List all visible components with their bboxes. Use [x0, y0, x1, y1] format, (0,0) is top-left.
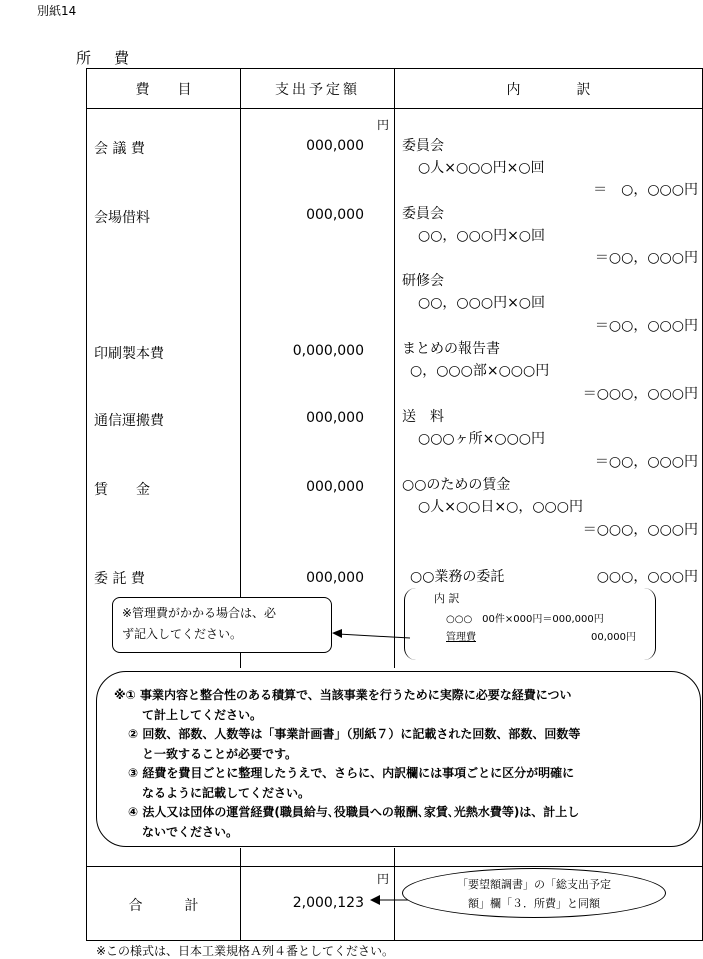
- breakdown-line: ＝○○，○○○円: [594, 454, 698, 470]
- entrust-detail-title: 内 訳: [434, 592, 460, 605]
- item-amount: 000,000: [306, 410, 364, 426]
- entrust-detail-mgmt-label: 管理費: [446, 632, 476, 643]
- note-line: ④ 法人又は団体の運営経費(職員給与､役職員への報酬､家賃､光熱水費等)は、計上し: [128, 805, 580, 819]
- total-yen-unit: 円: [377, 872, 390, 886]
- breakdown-line: まとめの報告書: [402, 341, 500, 357]
- note-line: ③ 経費を費目ごとに整理したうえで、さらに、内訳欄には事項ごとに区分が明確に: [128, 766, 575, 780]
- form-id: 別紙14: [37, 4, 77, 18]
- note-line: て計上してください。: [142, 708, 263, 722]
- total-note-line: 額」欄「３．所費」と同額: [468, 897, 600, 910]
- item-name: 委 託 費: [94, 571, 145, 587]
- breakdown-line: 委員会: [402, 138, 444, 154]
- item-amount: 000,000: [306, 207, 364, 223]
- item-name: 印刷製本費: [94, 346, 164, 362]
- breakdown-line: ＝○○，○○○円: [594, 250, 698, 266]
- mgmt-note-line: ず記入してください。: [122, 627, 243, 641]
- breakdown-line: ○○業務の委託: [410, 569, 505, 585]
- header-amount: 支出予定額: [275, 82, 360, 98]
- entrust-detail-line: ○○○ 00件×000円＝000,000円: [446, 614, 604, 625]
- breakdown-line: 送 料: [402, 409, 444, 425]
- total-amount: 2,000,123: [292, 895, 364, 911]
- item-amount: 000,000: [306, 138, 364, 154]
- breakdown-line: 研修会: [402, 273, 444, 289]
- breakdown-line: ○人×○○○円×○回: [418, 160, 545, 176]
- breakdown-line: ○○，○○○円×○回: [418, 228, 546, 244]
- breakdown-line: ○○○ヶ所×○○○円: [418, 431, 546, 447]
- item-name: 会 議 費: [94, 141, 145, 157]
- breakdown-line: ○○のための賃金: [402, 477, 511, 493]
- breakdown-line: ＝○○○，○○○円: [582, 386, 698, 402]
- item-name: 賃 金: [94, 482, 150, 498]
- breakdown-line: ○○，○○○円×○回: [418, 295, 546, 311]
- header-item: 費 目: [135, 82, 192, 98]
- header-breakdown: 内 訳: [506, 82, 591, 98]
- entrust-detail-mgmt-value: 00,000円: [591, 632, 636, 643]
- note-line: ないでください。: [142, 825, 239, 839]
- section-title: 所 費: [76, 49, 134, 67]
- breakdown-line: ○○○，○○○円: [596, 569, 698, 585]
- total-note-line: 「要望額調書」の「総支出予定: [457, 878, 611, 891]
- note-line: なるように記載してください。: [142, 786, 311, 800]
- breakdown-line: ＝○○○，○○○円: [582, 522, 698, 538]
- item-amount: 000,000: [306, 479, 364, 495]
- note-line: ② 回数、部数、人数等は「事業計画書」（別紙７）に記載された回数、部数、回数等: [128, 727, 581, 741]
- yen-unit: 円: [377, 118, 390, 132]
- item-amount: 000,000: [306, 570, 364, 586]
- breakdown-line: ＝ ○，○○○円: [593, 182, 698, 198]
- breakdown-line: ○，○○○部×○○○円: [410, 363, 550, 379]
- total-label: 合 計: [128, 898, 199, 914]
- item-amount: 0,000,000: [292, 343, 364, 359]
- item-name: 通信運搬費: [94, 413, 164, 429]
- breakdown-line: ＝○○，○○○円: [594, 318, 698, 334]
- breakdown-line: ○人×○○日×○，○○○円: [418, 499, 583, 515]
- note-line: ※① 事業内容と整合性のある積算で、当該事業を行うために実際に必要な経費につい: [114, 688, 572, 702]
- arrow-left-icon: [332, 626, 412, 642]
- breakdown-line: 委員会: [402, 206, 444, 222]
- note-line: と一致することが必要です。: [142, 747, 298, 761]
- mgmt-note-line: ※管理費がかかる場合は、必: [122, 606, 277, 620]
- footer-note: ※この様式は、日本工業規格Ａ列４番としてください。: [96, 944, 395, 958]
- item-name: 会場借料: [94, 210, 150, 226]
